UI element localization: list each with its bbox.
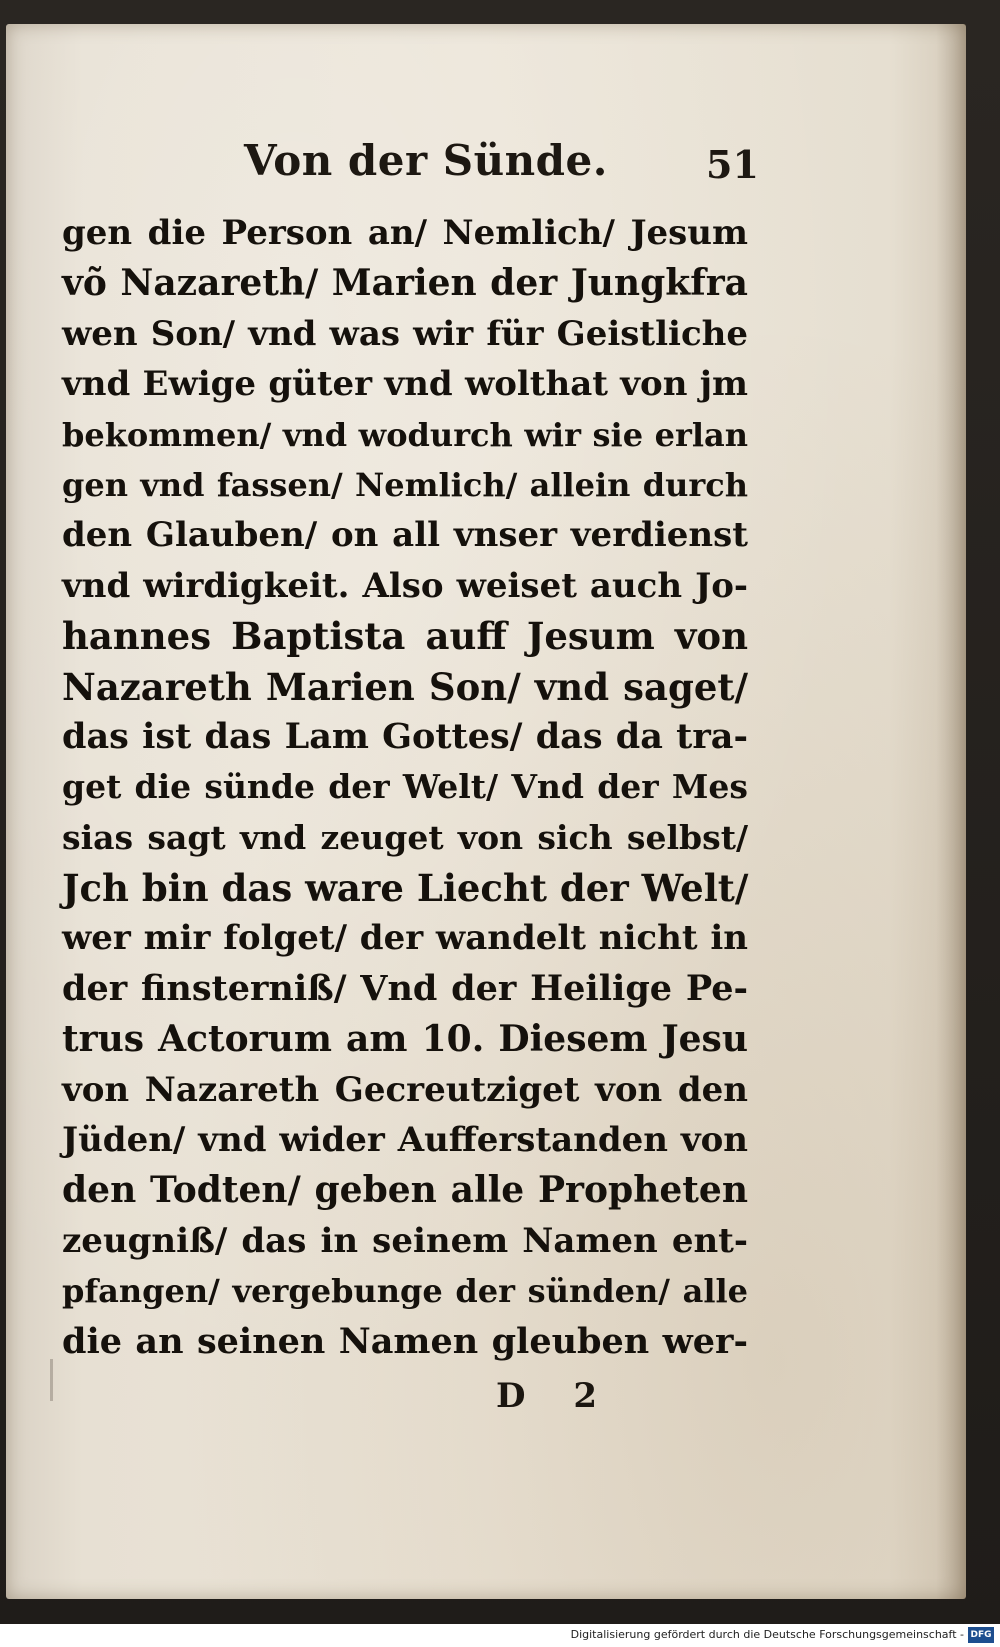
- text-line: den Glauben/ on all vnser verdienst: [62, 515, 748, 556]
- text-line: vnd wirdigkeit. Also weiset auch Jo-: [62, 565, 748, 606]
- running-head-title: Von der Sünde.: [244, 136, 608, 185]
- body-text: [62, 208, 748, 1367]
- show-through-mark: [50, 1359, 53, 1401]
- text-line: der finsterniß/ Vnd der Heilige Pe-: [62, 967, 748, 1009]
- text-line: gen vnd fassen/ Nemlich/ allein durch: [62, 465, 748, 504]
- text-line: Nazareth Marien Son/ vnd saget/: [62, 664, 748, 709]
- text-line: trus Actorum am 10. Diesem Jesu: [62, 1018, 748, 1061]
- text-line: get die sünde der Welt/ Vnd der Mes: [62, 767, 748, 807]
- text-line: Jüden/ vnd wider Aufferstanden von: [62, 1120, 748, 1161]
- funding-credit: Digitalisierung gefördert durch die Deutsche Forschungsgemeinschaft -: [570, 1628, 964, 1641]
- text-line: von Nazareth Gecreutziget von den: [62, 1069, 748, 1110]
- running-head: [244, 136, 764, 196]
- text-line: das ist das Lam Gottes/ das da tra-: [62, 715, 748, 757]
- page-number: 51: [706, 142, 759, 187]
- text-line: die an seinen Namen gleuben wer-: [62, 1320, 748, 1362]
- text-line: bekommen/ vnd wodurch wir sie erlan: [62, 415, 748, 454]
- text-line: pfangen/ vergebunge der sünden/ alle: [62, 1272, 748, 1311]
- text-line: võ Nazareth/ Marien der Jungkfra: [62, 262, 748, 305]
- footer-bar: [0, 1624, 1000, 1647]
- text-line: Jch bin das ware Liecht der Welt/: [62, 866, 749, 911]
- signature-mark: D 2: [496, 1376, 615, 1416]
- book-page: [6, 24, 966, 1599]
- text-line: vnd Ewige güter vnd wolthat von jm: [62, 364, 748, 405]
- text-line: wen Son/ vnd was wir für Geistliche: [62, 313, 748, 354]
- text-line: gen die Person an/ Nemlich/ Jesum: [62, 213, 748, 253]
- text-line: sias sagt vnd zeuget von sich selbst/: [62, 817, 748, 857]
- text-line: wer mir folget/ der wandelt nicht in: [62, 918, 748, 959]
- text-line: zeugniß/ das in seinem Namen ent-: [62, 1220, 748, 1261]
- text-line: hannes Baptista auff Jesum von: [62, 614, 748, 659]
- dfg-logo: DFG: [968, 1627, 994, 1643]
- text-line: den Todten/ geben alle Propheten: [62, 1169, 748, 1212]
